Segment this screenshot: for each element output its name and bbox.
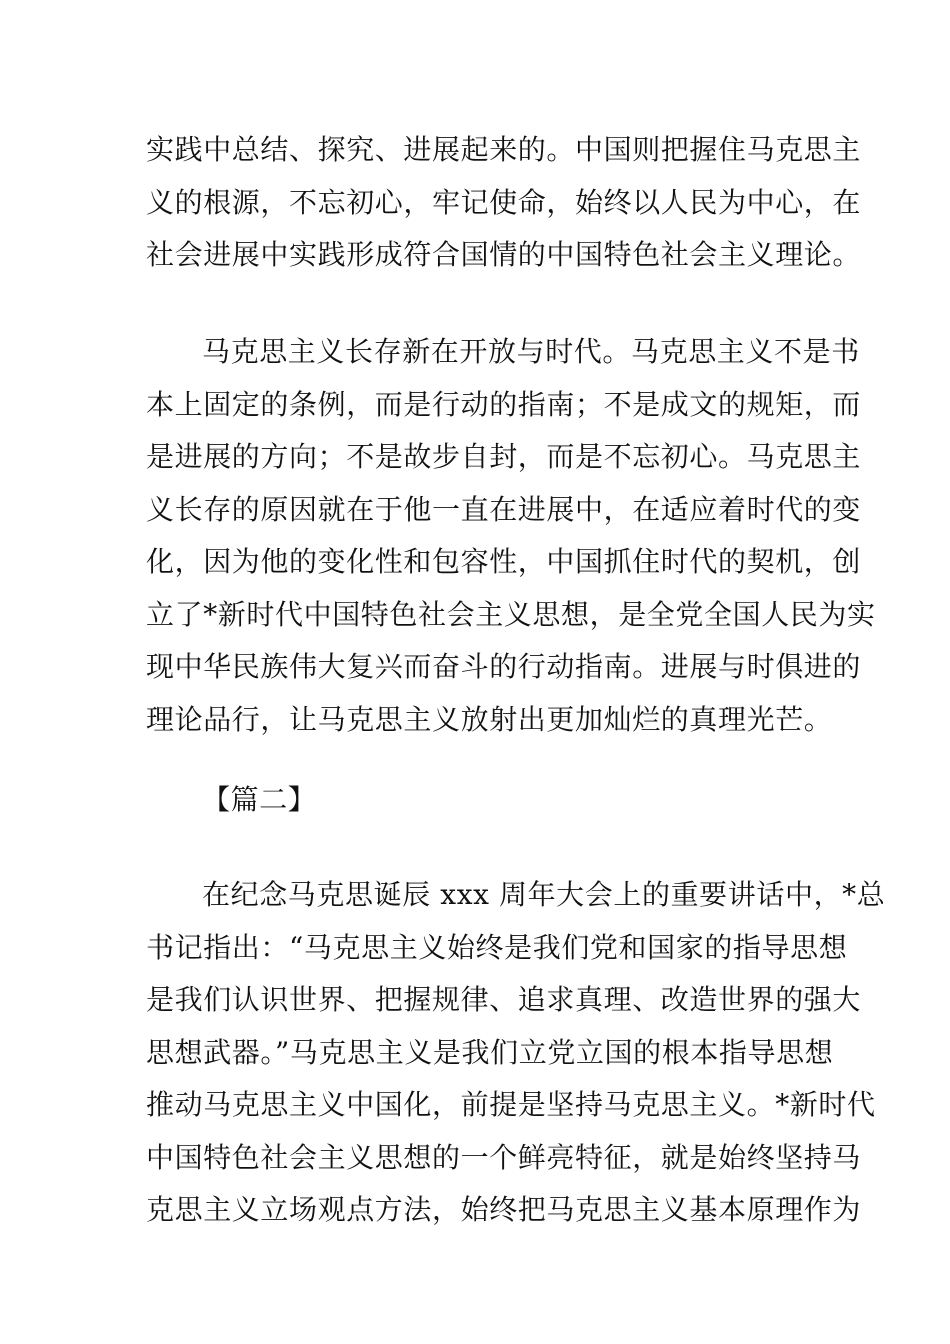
text-line: 立了*新时代中国特色社会主义思想，是全党全国人民为实 (146, 597, 876, 631)
text-line: 克思主义立场观点方法，始终把马克思主义基本原理作为 (146, 1193, 862, 1226)
paragraph-3 (146, 869, 886, 1237)
text-line: 化，因为他的变化性和包容性，中国抓住时代的契机，创 (146, 545, 862, 578)
text-line: 义长存的原因就在于他一直在进展中，在适应着时代的变 (146, 492, 862, 526)
text-line: 推动马克思主义中国化，前提是坚持马克思主义。*新时代 (146, 1088, 876, 1121)
text-line: 在纪念马克思诞辰 xxx 周年大会上的重要讲话中，*总 (202, 878, 886, 911)
text-line: 本上固定的条例，而是行动的指南；不是成文的规矩，而 (146, 387, 862, 421)
section-heading: 【篇二】 (202, 783, 317, 816)
text-line: 中国特色社会主义思想的一个鲜亮特征，就是始终坚持马 (146, 1140, 862, 1174)
text-line: 现中华民族伟大复兴而奋斗的行动指南。进展与时俱进的 (146, 650, 862, 683)
text-line: 马克思主义长存新在开放与时代。马克思主义不是书 (202, 335, 860, 368)
section-heading-block (146, 774, 806, 827)
text-line: 是我们认识世界、把握规律、追求真理、改造世界的强大 (146, 983, 862, 1016)
text-line: 书记指出：“马克思主义始终是我们党和国家的指导思想 (146, 930, 848, 964)
paragraph-1 (146, 124, 862, 282)
paragraph-2 (146, 326, 876, 746)
text-line: 理论品行，让马克思主义放射出更加灿烂的真理光芒。 (146, 702, 833, 736)
text-line: 思想武器。”马克思主义是我们立党立国的根本指导思想 (146, 1035, 834, 1069)
text-line: 实践中总结、探究、进展起来的。中国则把握住马克思主 (146, 133, 862, 166)
text-line: 义的根源，不忘初心，牢记使命，始终以人民为中心，在 (146, 185, 862, 219)
text-line: 是进展的方向；不是故步自封，而是不忘初心。马克思主 (146, 440, 862, 473)
text-line: 社会进展中实践形成符合国情的中国特色社会主义理论。 (146, 238, 862, 271)
